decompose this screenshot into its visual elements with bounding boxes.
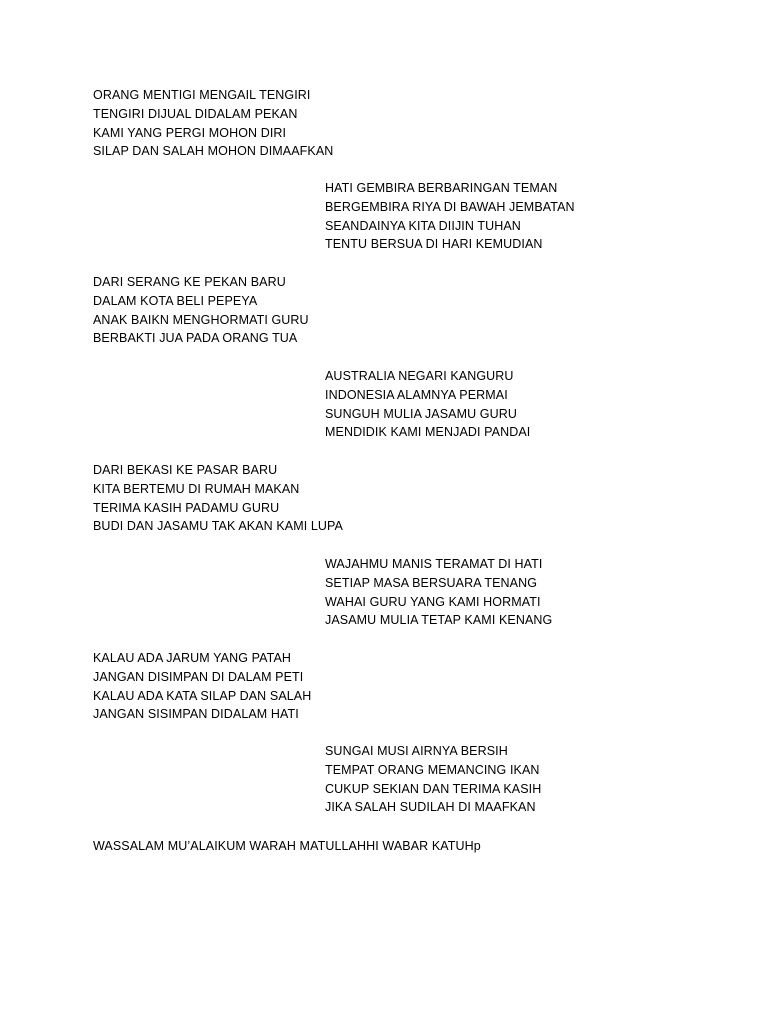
stanza-line: ORANG MENTIGI MENGAIL TENGIRI <box>93 88 311 102</box>
stanza-line: SILAP DAN SALAH MOHON DIMAAFKAN <box>93 144 334 159</box>
stanza-line: KALAU ADA KATA SILAP DAN SALAH <box>93 688 312 703</box>
stanza-3 <box>93 273 309 348</box>
stanza-line: CUKUP SEKIAN DAN TERIMA KASIH <box>325 781 542 796</box>
stanza-line: TERIMA KASIH PADAMU GURU <box>93 500 280 515</box>
stanza-line: WAJAHMU MANIS TERAMAT DI HATI <box>325 557 543 571</box>
stanza-line: BERBAKTI JUA PADA ORANG TUA <box>93 331 298 346</box>
stanza-line: JIKA SALAH SUDILAH DI MAAFKAN <box>325 800 536 815</box>
stanza-line: SUNGUH MULIA JASAMU GURU <box>325 406 518 421</box>
stanza-line: SETIAP MASA BERSUARA TENANG <box>325 575 538 590</box>
stanza-6 <box>325 555 552 630</box>
stanza-line: TEMPAT ORANG MEMANCING IKAN <box>325 762 540 777</box>
stanza-7 <box>93 649 311 724</box>
stanza-line: TENTU BERSUA DI HARI KEMUDIAN <box>325 237 543 252</box>
stanza-line: JASAMU MULIA TETAP KAMI KENANG <box>325 613 553 628</box>
stanza-line: DALAM KOTA BELI PEPEYA <box>93 293 258 308</box>
stanza-line: AUSTRALIA NEGARI KANGURU <box>325 369 514 383</box>
stanza-line: ANAK BAIKN MENGHORMATI GURU <box>93 312 309 327</box>
stanza-line: KALAU ADA JARUM YANG PATAH <box>93 651 292 665</box>
closing-greeting <box>93 837 481 856</box>
stanza-line: JANGAN DISIMPAN DI DALAM PETI <box>93 669 304 684</box>
stanza-5 <box>93 461 343 536</box>
stanza-line: WAHAI GURU YANG KAMI HORMATI <box>325 594 541 609</box>
stanza-line: KAMI YANG PERGI MOHON DIRI <box>93 125 287 140</box>
stanza-8 <box>325 742 541 817</box>
stanza-line: JANGAN SISIMPAN DIDALAM HATI <box>93 707 299 722</box>
stanza-1 <box>93 86 333 161</box>
closing-line: WASSALAM MU’ALAIKUM WARAH MATULLAHHI WABAR KATUHp <box>93 839 481 853</box>
stanza-line: BERGEMBIRA RIYA DI BAWAH JEMBATAN <box>325 199 575 214</box>
stanza-2 <box>325 179 575 254</box>
stanza-line: SEANDAINYA KITA DIIJIN TUHAN <box>325 218 521 233</box>
stanza-line: BUDI DAN JASAMU TAK AKAN KAMI LUPA <box>93 519 343 534</box>
stanza-line: MENDIDIK KAMI MENJADI PANDAI <box>325 425 531 440</box>
stanza-line: INDONESIA ALAMNYA PERMAI <box>325 387 508 402</box>
stanza-line: SUNGAI MUSI AIRNYA BERSIH <box>325 744 508 758</box>
stanza-line: DARI SERANG KE PEKAN BARU <box>93 275 286 289</box>
stanza-line: HATI GEMBIRA BERBARINGAN TEMAN <box>325 181 558 195</box>
stanza-line: DARI BEKASI KE PASAR BARU <box>93 463 278 477</box>
stanza-4 <box>325 367 530 442</box>
stanza-line: KITA BERTEMU DI RUMAH MAKAN <box>93 481 300 496</box>
stanza-line: TENGIRI DIJUAL DIDALAM PEKAN <box>93 106 298 121</box>
